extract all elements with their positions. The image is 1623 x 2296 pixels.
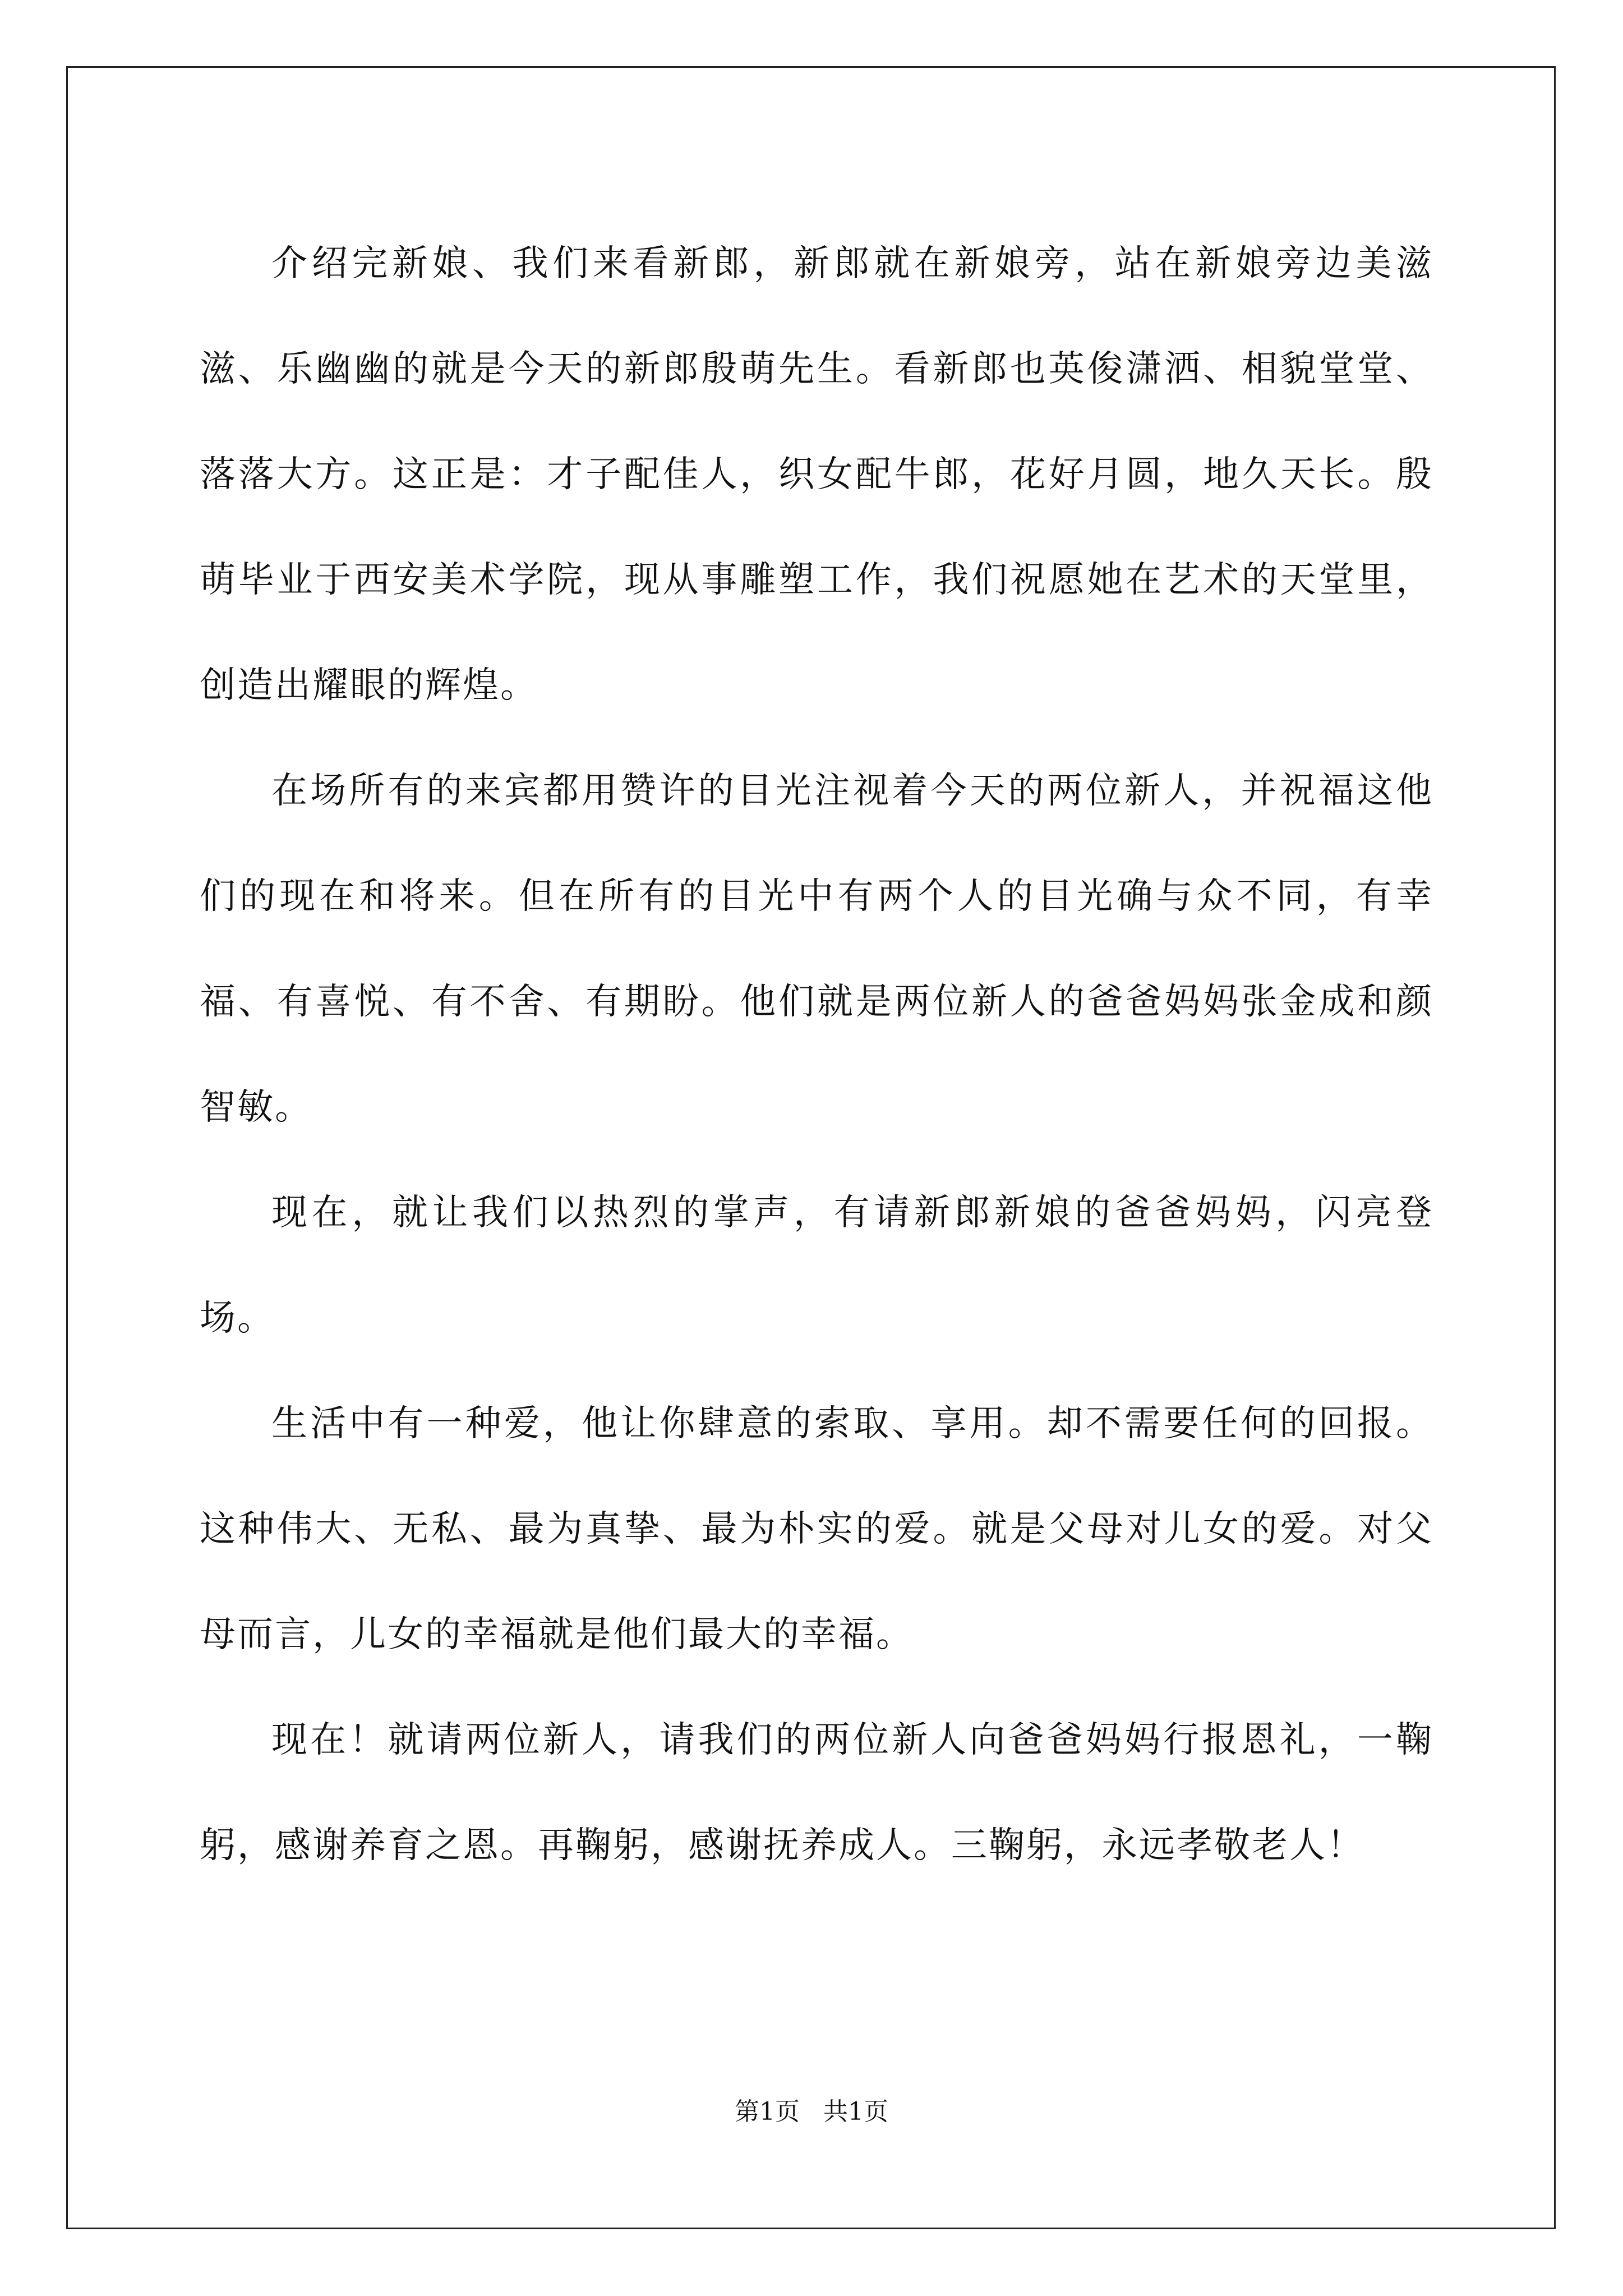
paragraph-5: 现在！就请两位新人，请我们的两位新人向爸爸妈妈行报恩礼，一鞠躬，感谢养育之恩。再鞠躬，感谢抚养成人。三鞠躬，永远孝敬老人！ [200, 1719, 1433, 1866]
paragraph-4: 生活中有一种爱，他让你肆意的索取、享用。却不需要任何的回报。这种伟大、无私、最为真挚、最为朴实的爱。就是父母对儿女的爱。对父母而言，儿女的幸福就是他们最大的幸福。 [200, 1403, 1433, 1655]
paragraph-3: 现在，就让我们以热烈的掌声，有请新郎新娘的爸爸妈妈，闪亮登场。 [200, 1192, 1433, 1339]
page-number: 第1页 [735, 2097, 800, 2126]
page-total: 共1页 [823, 2097, 888, 2126]
paragraph-2: 在场所有的来宾都用赞许的目光注视着今天的两位新人，并祝福这他们的现在和将来。但在所有的目光中有两个人的目光确与众不同，有幸福、有喜悦、有不舍、有期盼。他们就是两位新人的爸爸妈妈张金成和颜智敏。 [200, 770, 1433, 1128]
document-body [200, 211, 1433, 1898]
page-footer [0, 2095, 1623, 2129]
paragraph-1: 介绍完新娘、我们来看新郎，新郎就在新娘旁，站在新娘旁边美滋滋、乐幽幽的就是今天的新郎殷萌先生。看新郎也英俊潇洒、相貌堂堂、落落大方。这正是：才子配佳人，织女配牛郎，花好月圆，地久天长。殷萌毕业于西安美术学院，现从事雕塑工作，我们祝愿她在艺术的天堂里，创造出耀眼的辉煌。 [200, 243, 1433, 706]
